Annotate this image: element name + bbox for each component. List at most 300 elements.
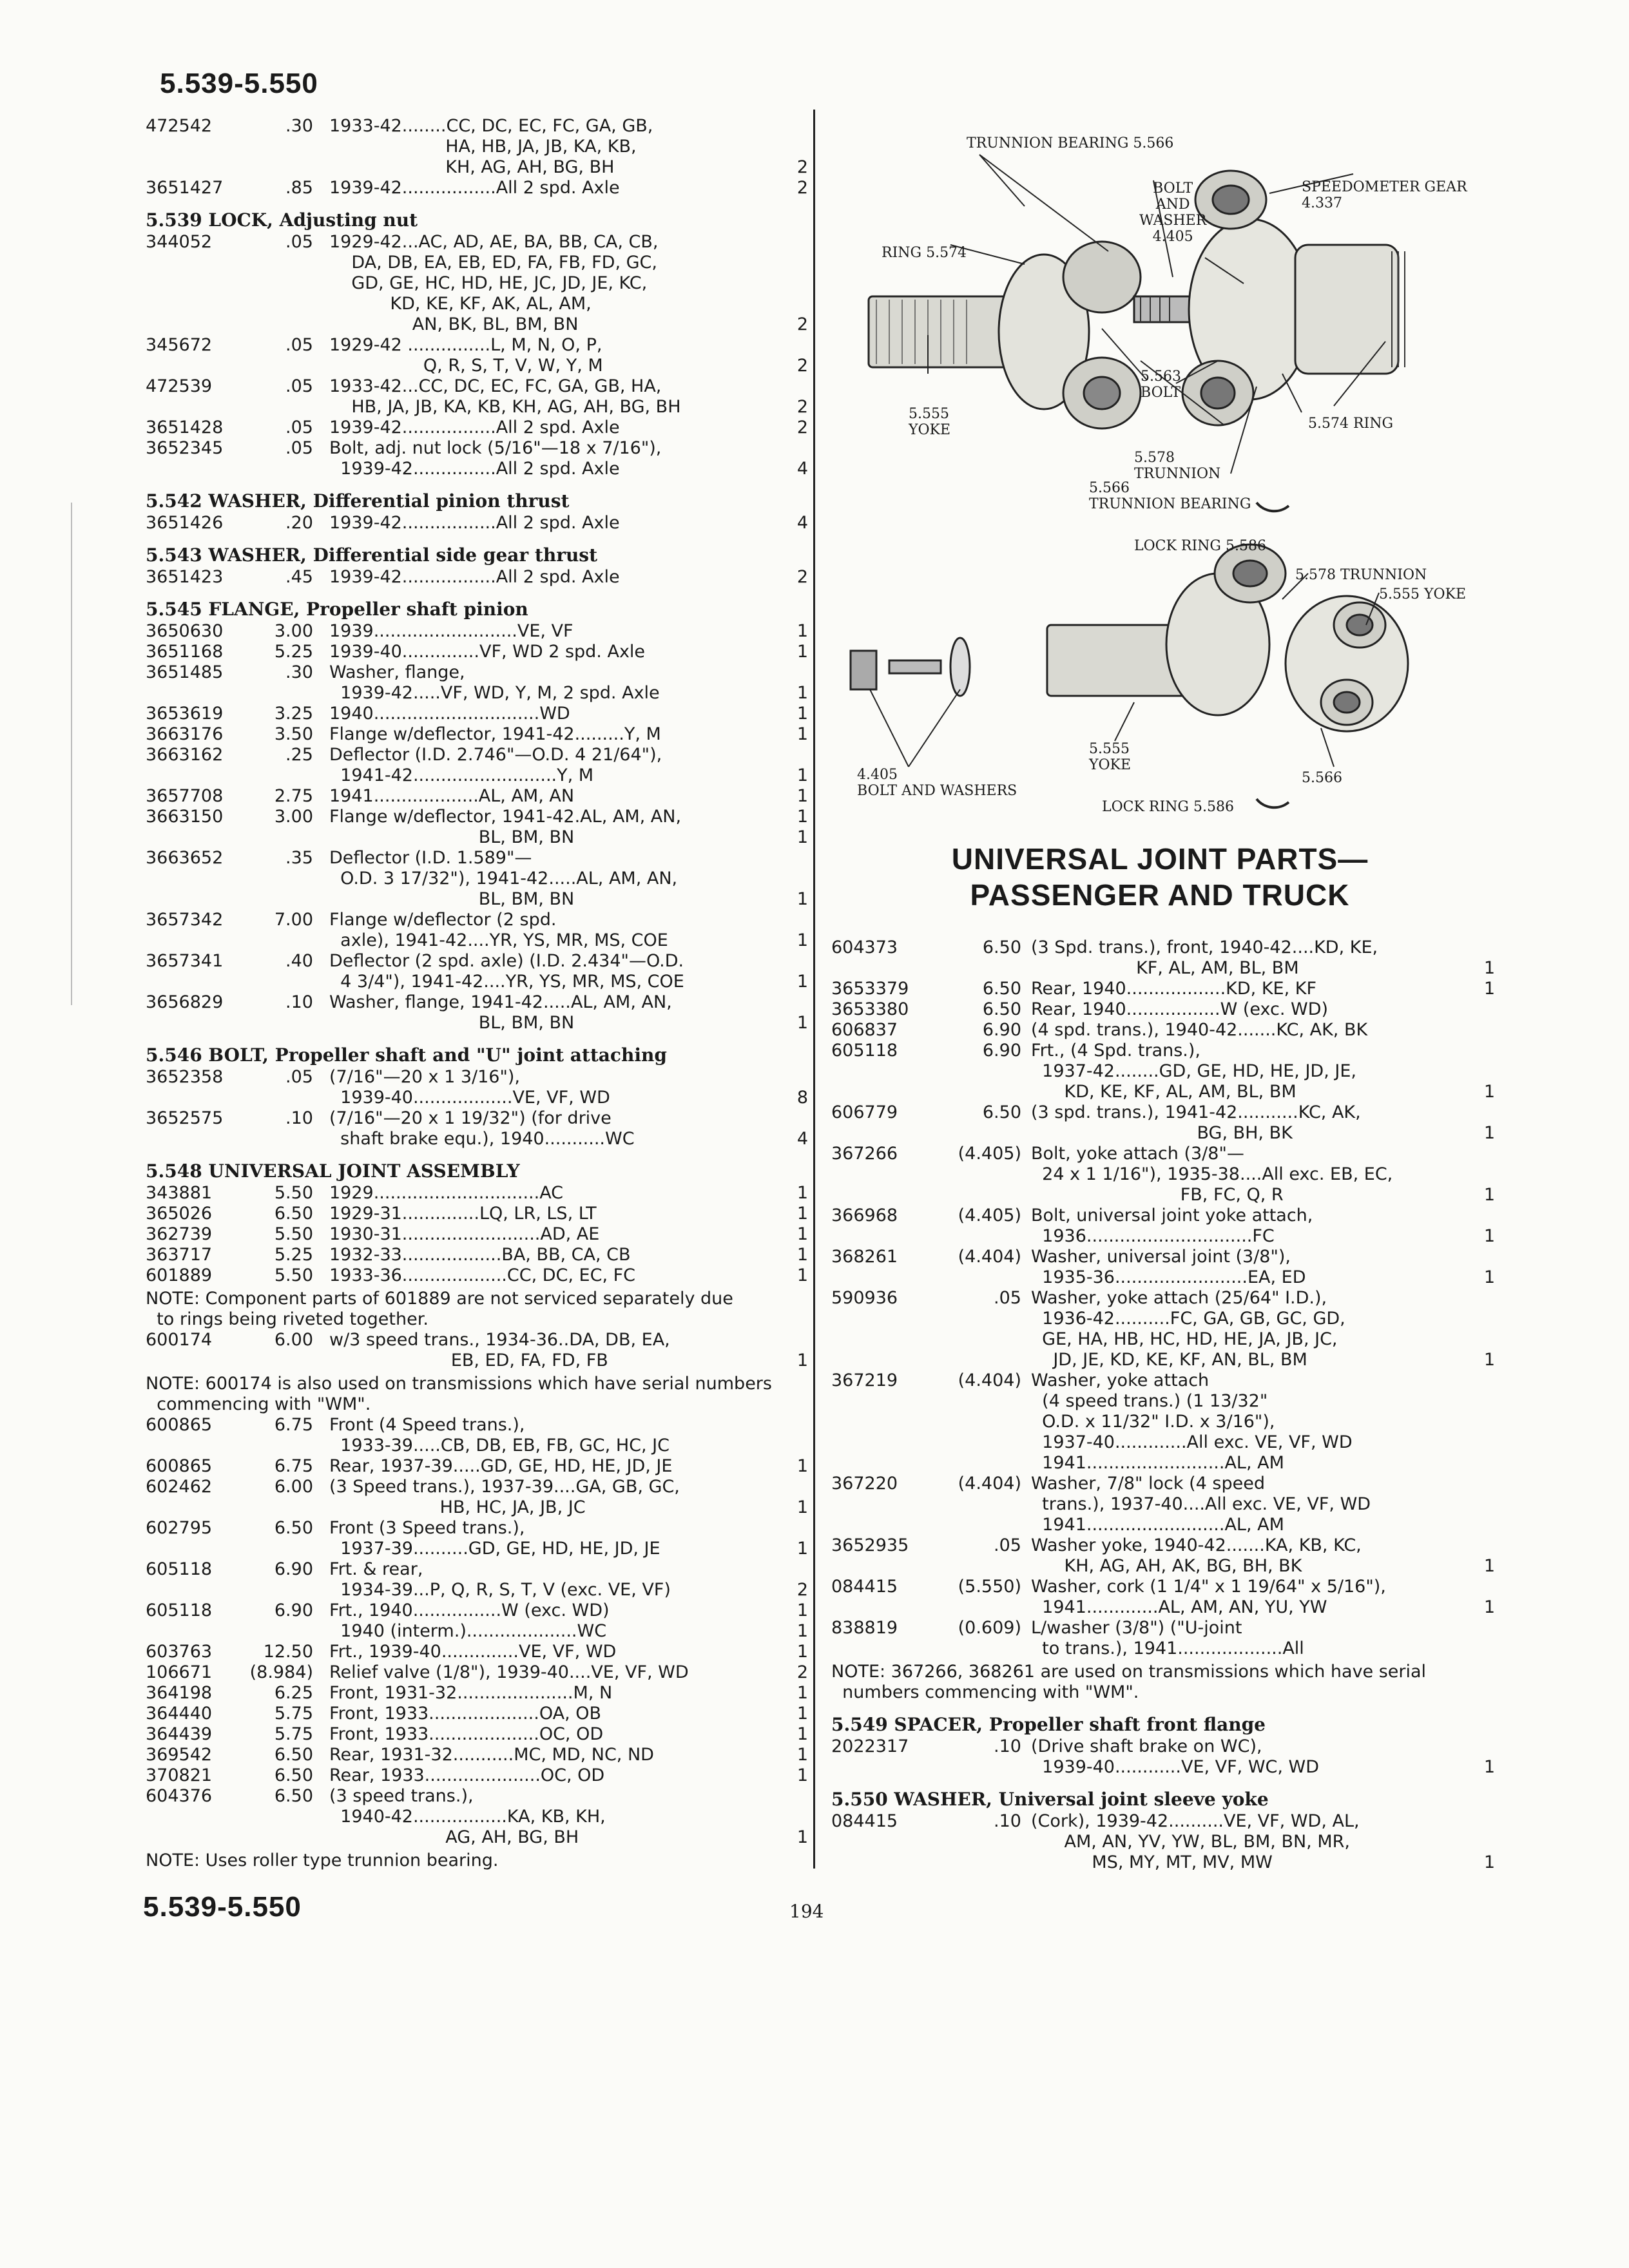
part-description: GE, HA, HB, HC, HD, HE, JA, JB, JC,: [1031, 1329, 1338, 1349]
part-price: .05: [285, 418, 313, 437]
part-number: 362739: [146, 1224, 213, 1244]
parts-row: [831, 1082, 1495, 1102]
part-price: 6.50: [982, 979, 1021, 999]
part-price: (4.405): [958, 1206, 1021, 1225]
part-description: (7/16"—20 x 1 19/32") (for drive: [329, 1108, 612, 1128]
part-number: 3656829: [146, 992, 224, 1012]
part-price: 6.90: [274, 1559, 313, 1579]
parts-row: [146, 621, 808, 642]
part-quantity: 1: [1483, 958, 1495, 978]
parts-row: [831, 1736, 1495, 1757]
part-price: 6.00: [274, 1477, 313, 1497]
parts-row: [146, 786, 808, 807]
part-number: 084415: [831, 1811, 898, 1831]
section-title: [838, 841, 1482, 913]
part-description: FB, FC, Q, R: [1031, 1185, 1284, 1205]
parts-row: [146, 1518, 808, 1539]
page-header-range: 5.539-5.550: [160, 68, 318, 99]
part-price: 5.75: [274, 1704, 313, 1724]
part-quantity: 2: [796, 397, 808, 417]
parts-row: [146, 137, 808, 157]
label-ring-left: RING 5.574: [882, 245, 967, 261]
parts-row: [146, 724, 808, 745]
parts-row: [831, 1597, 1495, 1618]
parts-row: [146, 1580, 808, 1600]
part-description: KH, AG, AH, BG, BH: [329, 157, 615, 177]
part-quantity: 2: [796, 314, 808, 334]
part-number: 345672: [146, 335, 213, 355]
label-yoke-lower: 5.555 YOKE: [1089, 741, 1132, 773]
part-description: DA, DB, EA, EB, ED, FA, FB, FD, GC,: [329, 253, 657, 273]
section-title-line-1: UNIVERSAL JOINT PARTS—: [951, 842, 1369, 876]
part-description: HA, HB, JA, JB, KA, KB,: [329, 137, 637, 157]
parts-row: [146, 1330, 808, 1350]
part-quantity: 1: [796, 1827, 808, 1847]
part-number: 364198: [146, 1683, 213, 1703]
part-quantity: 1: [1483, 1597, 1495, 1617]
part-number: 606779: [831, 1102, 898, 1122]
part-description: (3 spd. trans.), 1941-42...........KC, AK,: [1031, 1102, 1361, 1122]
parts-row: [146, 232, 808, 253]
parts-row: [146, 1642, 808, 1662]
part-price: .05: [285, 335, 313, 355]
note-text: NOTE: Uses roller type trunnion bearing.: [146, 1850, 499, 1870]
parts-row: [146, 972, 808, 992]
note-text: NOTE: 367266, 368261 are used on transmissions which have serial numbers commencing with "WM".: [831, 1662, 1427, 1702]
part-number: 2022317: [831, 1736, 909, 1756]
part-quantity: 2: [796, 1580, 808, 1600]
part-description: 1933-36...................CC, DC, EC, FC: [329, 1265, 636, 1285]
part-description: 1940-42.................KA, KB, KH,: [329, 1807, 606, 1827]
part-number: 343881: [146, 1183, 213, 1203]
part-description: 1929-42...AC, AD, AE, BA, BB, CA, CB,: [329, 232, 659, 252]
label-bearing-lower: 5.566: [1302, 770, 1342, 786]
part-description: JD, JE, KD, KE, KF, AN, BL, BM: [1031, 1350, 1307, 1370]
part-price: .05: [285, 376, 313, 396]
part-quantity: 1: [1483, 1267, 1495, 1287]
part-description: Flange w/deflector (2 spd.: [329, 910, 557, 930]
part-quantity: 4: [796, 1129, 808, 1149]
parts-row: [146, 1765, 808, 1786]
part-quantity: 4: [796, 513, 808, 533]
part-quantity: 2: [796, 157, 808, 177]
parts-row: [146, 294, 808, 314]
part-price: 12.50: [263, 1642, 313, 1662]
parts-row: [831, 1535, 1495, 1556]
part-price: 5.50: [274, 1265, 313, 1285]
parts-row: [146, 848, 808, 869]
part-quantity: 1: [796, 1013, 808, 1033]
part-number: 106671: [146, 1662, 213, 1682]
part-price: 3.25: [274, 704, 313, 724]
part-description: Relief valve (1/8"), 1939-40....VE, VF, WD: [329, 1662, 689, 1682]
label-speedometer-gear: SPEEDOMETER GEAR 4.337: [1302, 179, 1467, 211]
part-number: 367266: [831, 1144, 898, 1164]
parts-row: [146, 459, 808, 479]
part-quantity: 2: [796, 1662, 808, 1682]
part-number: 3650630: [146, 621, 224, 641]
part-price: 6.90: [982, 1020, 1021, 1040]
part-description: Washer, yoke attach: [1031, 1370, 1210, 1390]
parts-row: [831, 1453, 1495, 1474]
parts-row: [146, 253, 808, 273]
part-quantity: 1: [1483, 1556, 1495, 1576]
parts-row: [831, 1020, 1495, 1041]
parts-row: [831, 1350, 1495, 1370]
part-price: 6.90: [982, 1041, 1021, 1061]
parts-row: [831, 1329, 1495, 1350]
part-description: (4 spd. trans.), 1940-42.......KC, AK, BK: [1031, 1020, 1368, 1040]
part-price: 6.50: [274, 1204, 313, 1224]
yoke-right-upper: [1295, 245, 1398, 374]
part-description: O.D. 3 17/32"), 1941-42.....AL, AM, AN,: [329, 869, 678, 889]
parts-row: [146, 1477, 808, 1497]
part-quantity: 1: [1483, 1082, 1495, 1102]
part-number: 600865: [146, 1415, 213, 1435]
part-price: 6.50: [274, 1745, 313, 1765]
part-description: Deflector (I.D. 1.589"—: [329, 848, 532, 868]
parts-row: [146, 1600, 808, 1621]
parts-row: [146, 1013, 808, 1033]
parts-row: [831, 1412, 1495, 1432]
part-description: AN, BK, BL, BM, BN: [329, 314, 579, 334]
parts-row: [146, 1436, 808, 1456]
parts-row: [831, 1832, 1495, 1852]
part-quantity: 1: [796, 621, 808, 641]
part-description: 1941.........................AL, AM: [1031, 1515, 1284, 1535]
part-price: (4.404): [958, 1474, 1021, 1494]
part-price: .05: [285, 438, 313, 458]
part-description: 1940 (interm.)....................WC: [329, 1621, 607, 1641]
part-quantity: 1: [796, 1183, 808, 1203]
part-description: 1935-36........................EA, ED: [1031, 1267, 1306, 1287]
part-number: 604376: [146, 1786, 213, 1806]
part-description: Front, 1933....................OA, OB: [329, 1704, 602, 1724]
part-quantity: 1: [796, 1642, 808, 1662]
part-price: (4.404): [958, 1247, 1021, 1267]
part-description: Rear, 1937-39.....GD, GE, HD, HE, JD, JE: [329, 1456, 673, 1476]
parts-row: [831, 1206, 1495, 1226]
part-description: 1939-42.................All 2 spd. Axle: [329, 178, 620, 198]
part-description: (3 Spd. trans.), front, 1940-42....KD, KE,: [1031, 937, 1378, 957]
part-price: 5.25: [274, 642, 313, 662]
part-number: 367219: [831, 1370, 898, 1390]
part-price: 5.50: [274, 1224, 313, 1244]
parts-row: [146, 1704, 808, 1724]
part-price: 5.50: [274, 1183, 313, 1203]
part-description: 1936..............................FC: [1031, 1226, 1275, 1246]
part-description: Q, R, S, T, V, W, Y, M: [329, 356, 603, 376]
parts-row: [831, 1494, 1495, 1515]
label-trunnion-bearing-top: TRUNNION BEARING 5.566: [967, 135, 1174, 151]
part-price: .10: [994, 1811, 1021, 1831]
part-quantity: 1: [796, 683, 808, 703]
part-number: 600174: [146, 1330, 213, 1350]
part-price: .30: [285, 116, 313, 136]
part-description: 1930-31.........................AD, AE: [329, 1224, 600, 1244]
label-bolt-5563: 5.563 BOLT: [1141, 369, 1181, 401]
part-description: 24 x 1 1/16"), 1935-38....All exc. EB, EC,: [1031, 1164, 1393, 1184]
part-price: 2.75: [274, 786, 313, 806]
part-description: Deflector (2 spd. axle) (I.D. 2.434"—O.D.: [329, 951, 684, 971]
parts-row: [146, 1245, 808, 1265]
parts-row: [146, 1786, 808, 1807]
part-description: BG, BH, BK: [1031, 1123, 1293, 1143]
part-quantity: 4: [796, 459, 808, 479]
part-number: 3653379: [831, 979, 909, 999]
part-description: (7/16"—20 x 1 3/16"),: [329, 1067, 521, 1087]
part-description: 1929..............................AC: [329, 1183, 564, 1203]
part-description: KH, AG, AH, AK, BG, BH, BK: [1031, 1556, 1302, 1576]
part-description: 1936-42..........FC, GA, GB, GC, GD,: [1031, 1309, 1345, 1329]
label-lock-ring-top: LOCK RING 5.586: [1134, 538, 1266, 554]
part-description: axle), 1941-42....YR, YS, MR, MS, COE: [329, 930, 668, 950]
part-number: 590936: [831, 1288, 898, 1308]
part-number: 605118: [146, 1600, 213, 1620]
part-number: 366968: [831, 1206, 898, 1225]
part-description: O.D. x 11/32" I.D. x 3/16"),: [1031, 1412, 1275, 1432]
part-quantity: 1: [796, 1224, 808, 1244]
parts-row: [146, 1827, 808, 1848]
part-quantity: 1: [1483, 1226, 1495, 1246]
part-description: (Drive shaft brake on WC),: [1031, 1736, 1262, 1756]
part-description: Flange w/deflector, 1941-42.AL, AM, AN,: [329, 807, 682, 827]
part-number: 367220: [831, 1474, 898, 1494]
part-number: 084415: [831, 1577, 898, 1597]
part-quantity: 8: [796, 1088, 808, 1108]
parts-row: [146, 418, 808, 438]
part-number: 3657708: [146, 786, 224, 806]
part-description: shaft brake equ.), 1940...........WC: [329, 1129, 635, 1149]
part-price: 6.50: [274, 1765, 313, 1785]
part-description: Rear, 1940.................W (exc. WD): [1031, 999, 1329, 1019]
parts-row: [146, 930, 808, 951]
part-description: KF, AL, AM, BL, BM: [1031, 958, 1299, 978]
parts-row: [146, 1745, 808, 1765]
section-heading: 5.550 WASHER, Universal joint sleeve yoke: [831, 1789, 1269, 1810]
part-description: 1929-31..............LQ, LR, LS, LT: [329, 1204, 597, 1224]
part-number: 3652345: [146, 438, 224, 458]
parts-row: [146, 1662, 808, 1683]
part-price: 6.50: [274, 1786, 313, 1806]
label-yoke-left: 5.555 YOKE: [909, 406, 951, 438]
parts-row: [146, 869, 808, 889]
part-description: Washer, flange, 1941-42.....AL, AM, AN,: [329, 992, 672, 1012]
parts-row: [146, 951, 808, 972]
part-description: (3 Speed trans.), 1937-39....GA, GB, GC,: [329, 1477, 680, 1497]
part-description: (3 speed trans.),: [329, 1786, 474, 1806]
part-price: (4.405): [958, 1144, 1021, 1164]
part-price: 6.75: [274, 1415, 313, 1435]
part-description: 1937-39..........GD, GE, HD, HE, JD, JE: [329, 1539, 660, 1559]
parts-row: [146, 807, 808, 827]
part-description: Bolt, yoke attach (3/8"—: [1031, 1144, 1244, 1164]
part-number: 472542: [146, 116, 213, 136]
part-price: 6.00: [274, 1330, 313, 1350]
parts-row: [146, 1204, 808, 1224]
part-price: 3.00: [274, 621, 313, 641]
parts-row: [831, 1515, 1495, 1535]
parts-row: [831, 1757, 1495, 1778]
part-number: 344052: [146, 232, 213, 252]
parts-row: [831, 1144, 1495, 1164]
part-price: .35: [285, 848, 313, 868]
part-quantity: 1: [796, 807, 808, 827]
part-number: 368261: [831, 1247, 898, 1267]
part-description: HB, HC, JA, JB, JC: [329, 1497, 586, 1517]
part-price: 5.75: [274, 1724, 313, 1744]
part-price: 7.00: [274, 910, 313, 930]
bolt-washer-lower: [851, 651, 876, 689]
part-number: 602795: [146, 1518, 213, 1538]
part-number: 3651426: [146, 513, 224, 533]
part-description: Bolt, universal joint yoke attach,: [1031, 1206, 1313, 1225]
part-number: 364440: [146, 1704, 213, 1724]
parts-row: [831, 1102, 1495, 1123]
parts-row: [146, 745, 808, 765]
part-description: 1939-40..............VF, WD 2 spd. Axle: [329, 642, 646, 662]
part-price: .85: [285, 178, 313, 198]
part-number: 370821: [146, 1765, 213, 1785]
part-description: 1939-42.................All 2 spd. Axle: [329, 567, 620, 587]
part-description: Frt., 1939-40..............VE, VF, WD: [329, 1642, 617, 1662]
part-price: 5.25: [274, 1245, 313, 1265]
parts-row: [831, 1577, 1495, 1597]
part-price: .45: [285, 567, 313, 587]
part-price: .30: [285, 662, 313, 682]
part-description: to trans.), 1941...................All: [1031, 1639, 1304, 1658]
parts-row: [146, 889, 808, 910]
part-quantity: 1: [796, 889, 808, 909]
parts-row: [146, 397, 808, 418]
parts-row: [146, 178, 808, 198]
parts-row: [146, 1415, 808, 1436]
part-number: 3651485: [146, 662, 224, 682]
parts-row: [146, 1108, 808, 1129]
parts-row: [146, 1559, 808, 1580]
parts-row: [146, 827, 808, 848]
part-price: 6.50: [982, 1102, 1021, 1122]
parts-row: [831, 937, 1495, 958]
part-quantity: 1: [796, 1539, 808, 1559]
part-price: .05: [994, 1288, 1021, 1308]
parts-row: [146, 704, 808, 724]
section-heading: 5.543 WASHER, Differential side gear thrust: [146, 544, 597, 566]
part-description: Front, 1933....................OC, OD: [329, 1724, 604, 1744]
part-quantity: 1: [796, 1497, 808, 1517]
part-number: 3663176: [146, 724, 224, 744]
part-number: 3652575: [146, 1108, 224, 1128]
part-description: 1937-42........GD, GE, HD, HE, JD, JE,: [1031, 1061, 1356, 1081]
part-description: 1929-42 ...............L, M, N, O, P,: [329, 335, 602, 355]
parts-row: [831, 1267, 1495, 1288]
parts-row: [146, 116, 808, 137]
part-quantity: 1: [796, 765, 808, 785]
part-quantity: 1: [796, 972, 808, 992]
parts-row: [831, 1639, 1495, 1659]
part-quantity: 2: [796, 567, 808, 587]
parts-row: [831, 1061, 1495, 1082]
parts-row: [831, 1226, 1495, 1247]
section-heading: 5.542 WASHER, Differential pinion thrust: [146, 490, 570, 512]
part-description: w/3 speed trans., 1934-36..DA, DB, EA,: [329, 1330, 670, 1350]
part-number: 3651428: [146, 418, 224, 437]
part-price: .05: [994, 1535, 1021, 1555]
part-price: .10: [285, 992, 313, 1012]
parts-row: [146, 376, 808, 397]
part-description: (Cork), 1939-42..........VE, VF, WD, AL,: [1031, 1811, 1360, 1831]
label-ring-right: 5.574 RING: [1308, 416, 1394, 432]
part-number: 605118: [831, 1041, 898, 1061]
parts-row: [146, 1350, 808, 1371]
part-quantity: 1: [796, 642, 808, 662]
part-number: 3653619: [146, 704, 224, 724]
part-price: (5.550): [958, 1577, 1021, 1597]
part-description: trans.), 1937-40....All exc. VE, VF, WD: [1031, 1494, 1371, 1514]
parts-row: [146, 1683, 808, 1704]
part-quantity: 2: [796, 418, 808, 437]
part-description: 1939-42.................All 2 spd. Axle: [329, 418, 620, 437]
part-description: Frt. & rear,: [329, 1559, 423, 1579]
part-number: 603763: [146, 1642, 213, 1662]
part-number: 605118: [146, 1559, 213, 1579]
part-number: 365026: [146, 1204, 213, 1224]
part-quantity: 1: [796, 1204, 808, 1224]
parts-row: [146, 1265, 808, 1286]
parts-row: [831, 1432, 1495, 1453]
part-number: 472539: [146, 376, 213, 396]
part-price: 3.50: [274, 724, 313, 744]
part-description: MS, MY, MT, MV, MW: [1031, 1852, 1273, 1872]
parts-row: [831, 999, 1495, 1020]
part-description: Rear, 1940..................KD, KE, KF: [1031, 979, 1316, 999]
part-description: 1939-40..................VE, VF, WD: [329, 1088, 610, 1108]
part-number: 369542: [146, 1745, 213, 1765]
part-number: 363717: [146, 1245, 213, 1265]
parts-row: [146, 1129, 808, 1149]
parts-row: [831, 1041, 1495, 1061]
part-quantity: 1: [796, 1745, 808, 1765]
label-trunnion-lower: 5.578 TRUNNION: [1295, 567, 1427, 583]
part-number: 364439: [146, 1724, 213, 1744]
part-description: EB, ED, FA, FD, FB: [329, 1350, 608, 1370]
part-description: 1932-33..................BA, BB, CA, CB: [329, 1245, 631, 1265]
part-quantity: 1: [796, 1765, 808, 1785]
part-description: L/washer (3/8") ("U-joint: [1031, 1618, 1242, 1638]
part-description: Washer, universal joint (3/8"),: [1031, 1247, 1291, 1267]
part-number: 3651168: [146, 642, 224, 662]
part-quantity: 1: [796, 704, 808, 724]
part-price: 3.00: [274, 807, 313, 827]
section-heading: 5.545 FLANGE, Propeller shaft pinion: [146, 599, 528, 620]
part-price: 6.25: [274, 1683, 313, 1703]
section-heading: 5.548 UNIVERSAL JOINT ASSEMBLY: [146, 1160, 520, 1182]
parts-row: [146, 992, 808, 1013]
label-trunnion-bearing-bottom: 5.566 TRUNNION BEARING: [1089, 480, 1251, 512]
part-quantity: 1: [796, 724, 808, 744]
parts-row: [146, 1224, 808, 1245]
parts-row: [146, 1456, 808, 1477]
parts-row: [146, 765, 808, 786]
label-lock-ring-bottom: LOCK RING 5.586: [1102, 799, 1234, 815]
part-price: .10: [285, 1108, 313, 1128]
lock-ring-lower: [1257, 799, 1289, 807]
section-heading: 5.549 SPACER, Propeller shaft front flange: [831, 1714, 1266, 1735]
part-description: BL, BM, BN: [329, 889, 575, 909]
part-description: Washer, flange,: [329, 662, 465, 682]
part-description: Bolt, adj. nut lock (5/16"—18 x 7/16"),: [329, 438, 662, 458]
parts-row: [831, 1164, 1495, 1185]
